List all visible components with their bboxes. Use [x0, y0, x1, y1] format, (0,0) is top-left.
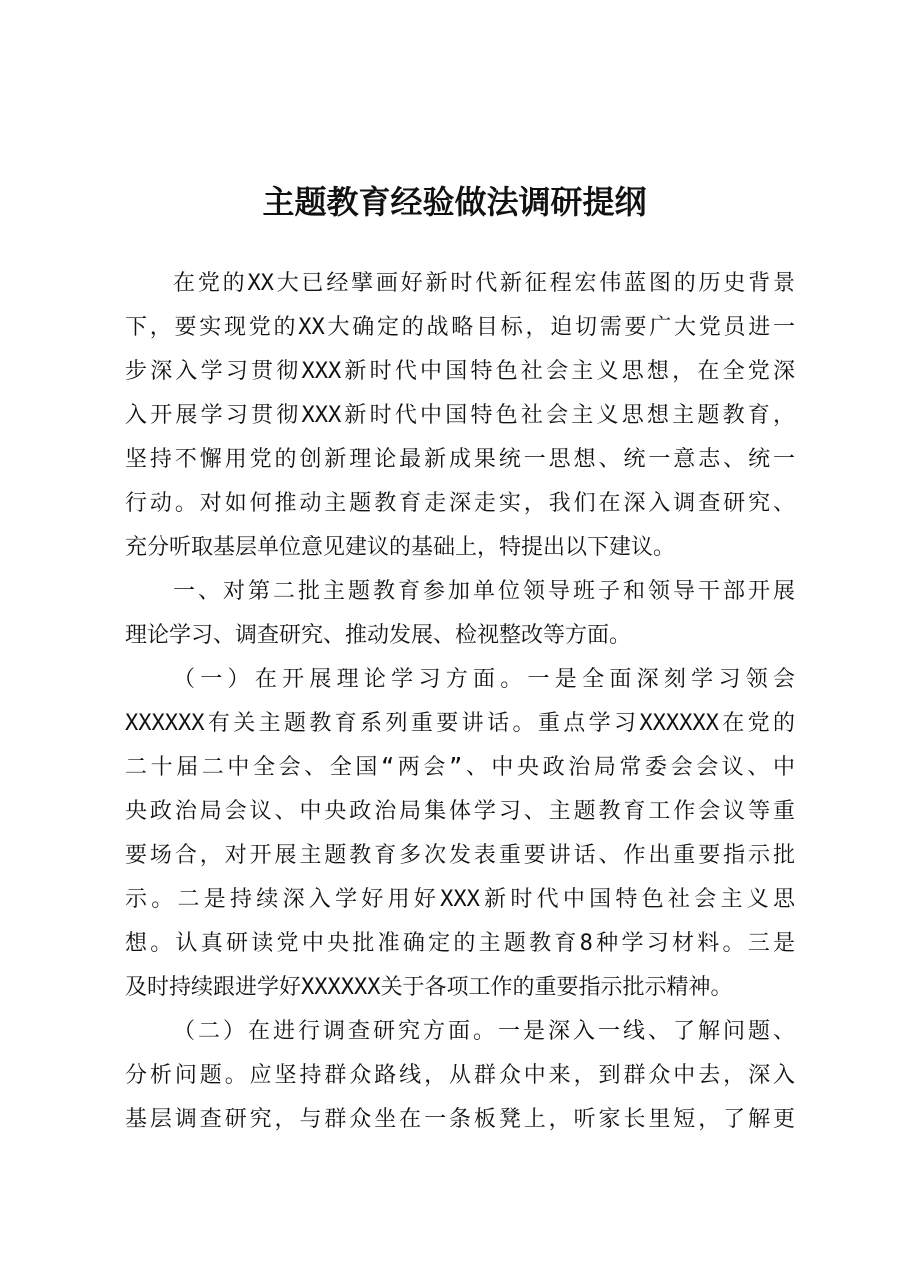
text-line: 二十届二中全会、全国“两会”、中央政治局常委会会议、中 — [125, 755, 795, 780]
text-line: 步深入学习贯彻XXX新时代中国特色社会主义思想，在全党深 — [125, 359, 795, 384]
text-line: 一、对第二批主题教育参加单位领导班子和领导干部开展 — [173, 579, 795, 604]
document-title: 主题教育经验做法调研提纲 — [262, 183, 647, 221]
text-line: 想。认真研读党中央批准确定的主题教育8种学习材料。三是 — [125, 931, 795, 956]
text-line: 行动。对如何推动主题教育走深走实，我们在深入调查研究、 — [125, 491, 795, 516]
text-line: 在党的XX大已经擘画好新时代新征程宏伟蓝图的历史背景 — [173, 271, 795, 296]
text-line: 要场合，对开展主题教育多次发表重要讲话、作出重要指示批 — [125, 843, 795, 868]
text-line: 入开展学习贯彻XXX新时代中国特色社会主义思想主题教育， — [125, 403, 795, 428]
text-line: 下，要实现党的XX大确定的战略目标，迫切需要广大党员进一 — [125, 315, 795, 340]
text-line: （一）在开展理论学习方面。一是全面深刻学习领会 — [173, 667, 795, 692]
text-line: 理论学习、调查研究、推动发展、检视整改等方面。 — [125, 623, 632, 648]
paragraph-intro — [125, 262, 795, 570]
text-line: XXXXXX有关主题教育系列重要讲话。重点学习XXXXXX在党的 — [125, 711, 795, 736]
text-line: （二）在进行调查研究方面。一是深入一线、了解问题、 — [173, 1019, 795, 1044]
paragraph-theory-study — [125, 658, 795, 1010]
text-line: 充分听取基层单位意见建议的基础上，特提出以下建议。 — [125, 535, 676, 560]
paragraph-section-one — [125, 570, 795, 658]
text-line: 示。二是持续深入学好用好XXX新时代中国特色社会主义思 — [125, 887, 795, 912]
text-line: 基层调查研究，与群众坐在一条板凳上，听家长里短，了解更 — [125, 1107, 795, 1132]
text-line: 分析问题。应坚持群众路线，从群众中来，到群众中去，深入 — [125, 1063, 795, 1088]
text-line: 央政治局会议、中央政治局集体学习、主题教育工作会议等重 — [125, 799, 795, 824]
text-line: 坚持不懈用党的创新理论最新成果统一思想、统一意志、统一 — [125, 447, 795, 472]
document-body — [125, 262, 795, 1142]
text-line: 及时持续跟进学好XXXXXX关于各项工作的重要指示批示精神。 — [125, 975, 733, 1000]
paragraph-research — [125, 1010, 795, 1142]
